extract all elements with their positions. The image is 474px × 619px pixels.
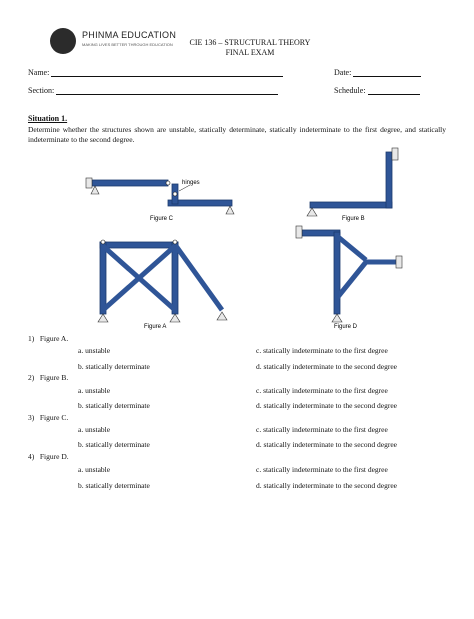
question-1 [28, 334, 68, 343]
question-number: 3) [28, 413, 35, 422]
figure-b-diagram [307, 148, 398, 216]
question-prompt: Figure A. [39, 334, 69, 343]
question-prompt: Figure D. [39, 452, 69, 461]
figure-c-diagram [86, 178, 234, 214]
q2-option-d[interactable]: d. statically indeterminate to the second degree [256, 401, 397, 410]
figure-d-diagram [296, 226, 402, 322]
figure-a-diagram [98, 240, 227, 322]
q1-option-a[interactable]: a. unstable [78, 346, 111, 355]
course-title: CIE 136 – STRUCTURAL THEORY [189, 38, 311, 47]
q1-option-c[interactable]: c. statically indeterminate to the first degree [256, 346, 388, 355]
q1-option-d[interactable]: d. statically indeterminate to the second degree [256, 362, 397, 371]
situation-heading: Situation 1. [28, 114, 68, 123]
schedule-label: Schedule: [334, 86, 366, 95]
q4-option-c[interactable]: c. statically indeterminate to the first degree [256, 465, 388, 474]
logo-name: PHINMA EDUCATION [82, 30, 177, 40]
q4-option-d[interactable]: d. statically indeterminate to the second degree [256, 481, 397, 490]
question-number: 4) [28, 452, 35, 461]
q4-option-a[interactable]: a. unstable [78, 465, 111, 474]
q2-option-c[interactable]: c. statically indeterminate to the first degree [256, 386, 388, 395]
q2-option-b[interactable]: b. statically determinate [78, 401, 150, 410]
question-2 [28, 373, 68, 382]
question-prompt: Figure C. [39, 413, 69, 422]
q2-option-a[interactable]: a. unstable [78, 386, 111, 395]
q3-option-c[interactable]: c. statically indeterminate to the first degree [256, 425, 388, 434]
q3-option-b[interactable]: b. statically determinate [78, 440, 150, 449]
logo-tagline: MAKING LIVES BETTER THROUGH EDUCATION [82, 42, 173, 47]
figure-c-label: Figure C [150, 216, 174, 222]
situation-instructions: Determine whether the structures shown are unstable, statically determinate, statically indeterminate to the first degree, and statically indeterminate to the second degree. [28, 125, 446, 144]
hinge-label: hinges [182, 180, 200, 186]
question-4 [28, 452, 69, 461]
question-number: 2) [28, 373, 35, 382]
question-3 [28, 413, 68, 422]
q4-option-b[interactable]: b. statically determinate [78, 481, 150, 490]
figure-a-label: Figure A [144, 324, 167, 330]
figure-b-label: Figure B [342, 216, 365, 222]
date-label: Date: [334, 68, 352, 77]
figure-d-label: Figure D [334, 324, 358, 330]
question-number: 1) [28, 334, 35, 343]
q3-option-a[interactable]: a. unstable [78, 425, 111, 434]
exam-title: FINAL EXAM [225, 48, 275, 57]
q1-option-b[interactable]: b. statically determinate [78, 362, 150, 371]
name-label: Name: [28, 68, 50, 77]
section-label: Section: [28, 86, 55, 95]
question-prompt: Figure B. [39, 373, 69, 382]
q3-option-d[interactable]: d. statically indeterminate to the second degree [256, 440, 397, 449]
